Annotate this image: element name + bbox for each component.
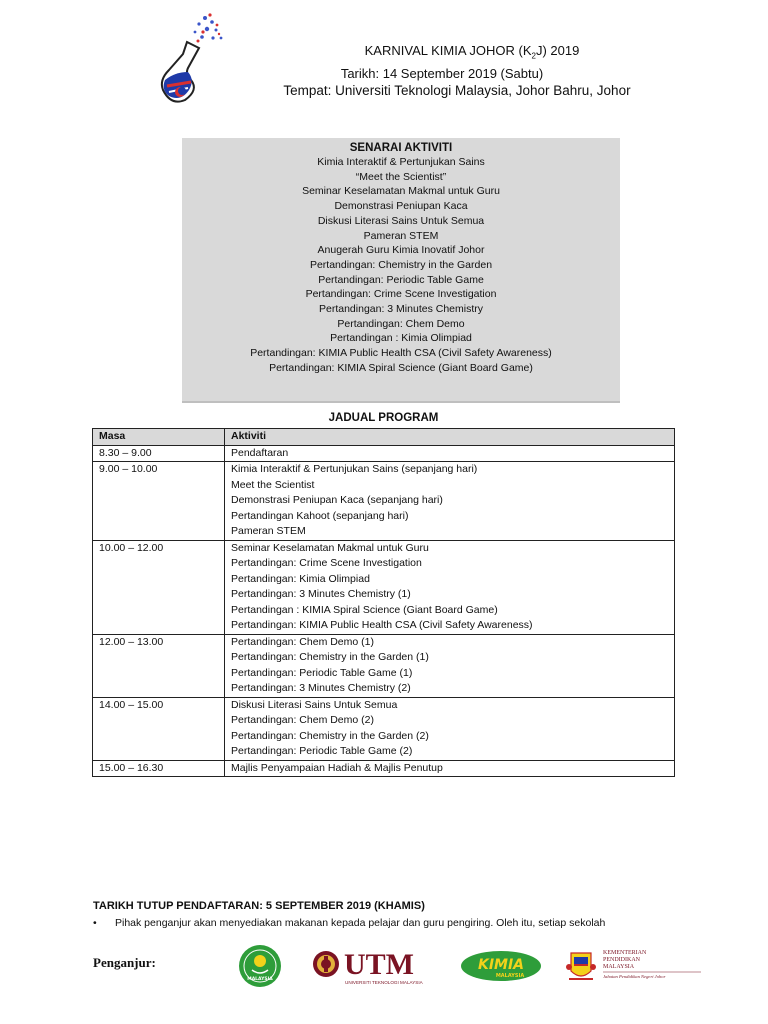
time-cell: 8.30 – 9.00 xyxy=(93,445,225,462)
table-row xyxy=(93,462,675,541)
time-cell: 14.00 – 15.00 xyxy=(93,697,225,760)
activity-cell xyxy=(225,445,675,462)
activity-cell xyxy=(225,760,675,777)
activity-entry: Pertandingan : KIMIA Spiral Science (Giant Board Game) xyxy=(231,603,498,616)
activity-cell xyxy=(225,540,675,634)
table-row xyxy=(93,445,675,462)
activity-entry: Kimia Interaktif & Pertunjukan Sains (sepanjang hari) xyxy=(231,463,478,475)
schedule-header-row xyxy=(93,429,675,446)
time-cell: 9.00 – 10.00 xyxy=(93,462,225,541)
activity-entry: Pertandingan: KIMIA Public Health CSA (Civil Safety Awareness) xyxy=(231,619,533,631)
activity-item: Pertandingan: Chem Demo xyxy=(337,317,465,330)
activity-item: Pertandingan: Chemistry in the Garden xyxy=(309,258,493,271)
column-header-activity: Aktiviti xyxy=(225,429,675,446)
activity-cell xyxy=(225,462,675,541)
activity-list-title: SENARAI AKTIVITI xyxy=(349,142,453,154)
svg-text:UNIVERSITI TEKNOLOGI MALAYSIA: UNIVERSITI TEKNOLOGI MALAYSIA xyxy=(345,980,423,985)
table-row xyxy=(93,540,675,634)
svg-text:UTM: UTM xyxy=(344,948,414,981)
activity-entry: Diskusi Literasi Sains Untuk Semua xyxy=(231,698,398,711)
activity-entry: Pertandingan: Chem Demo (1) xyxy=(231,635,374,648)
bullet-icon: • xyxy=(93,917,97,929)
svg-text:Jabatan Pendidikan Negeri Joho: Jabatan Pendidikan Negeri Johor xyxy=(603,974,666,979)
activity-list xyxy=(182,155,620,376)
activity-entry: Meet the Scientist xyxy=(231,478,315,491)
activity-entry: Pertandingan: Periodic Table Game (1) xyxy=(231,666,413,679)
activity-cell xyxy=(225,697,675,760)
svg-text:KEMENTERIAN: KEMENTERIAN xyxy=(603,950,647,956)
svg-text:MALAYSIA: MALAYSIA xyxy=(603,964,635,970)
svg-text:PENDIDIKAN: PENDIDIKAN xyxy=(603,957,640,963)
event-venue: Tempat: Universiti Teknologi Malaysia, Johor Bahru, Johor xyxy=(283,82,631,98)
organiser-label: Penganjur: xyxy=(93,955,156,970)
table-row xyxy=(93,634,675,697)
activity-item: Pertandingan: KIMIA Public Health CSA (Civil Safety Awareness) xyxy=(250,347,552,360)
activity-item: “Meet the Scientist” xyxy=(355,170,447,183)
activity-entry: Pertandingan: 3 Minutes Chemistry (1) xyxy=(231,588,411,600)
activity-item: Pameran STEM xyxy=(363,229,439,242)
utm-logo xyxy=(311,944,431,990)
activity-item: Pertandingan: KIMIA Spiral Science (Giant Board Game) xyxy=(269,361,533,374)
activity-entry: Pertandingan: Periodic Table Game (2) xyxy=(231,745,413,757)
activity-item: Pertandingan: Periodic Table Game xyxy=(318,273,484,286)
ministry-of-education-logo xyxy=(565,945,705,989)
time-cell: 12.00 – 13.00 xyxy=(93,634,225,697)
activity-item: Pertandingan: Crime Scene Investigation xyxy=(305,288,497,301)
time-cell: 15.00 – 16.30 xyxy=(93,760,225,777)
activity-entry: Pertandingan Kahoot (sepanjang hari) xyxy=(231,509,409,522)
activity-item: Pertandingan : Kimia Olimpiad xyxy=(330,332,472,345)
activity-entry: Pertandingan: Crime Scene Investigation xyxy=(231,557,422,569)
column-header-time: Masa xyxy=(93,429,225,446)
activity-entry: Pertandingan: Kimia Olimpiad xyxy=(231,572,370,585)
kimia-malaysia-logo xyxy=(460,950,542,982)
activity-item: Demonstrasi Peniupan Kaca xyxy=(334,200,468,213)
event-header xyxy=(212,42,732,99)
activity-entry: Demonstrasi Peniupan Kaca (sepanjang hari) xyxy=(231,494,443,506)
activity-item: Anugerah Guru Kimia Inovatif Johor xyxy=(317,244,485,257)
table-row xyxy=(93,697,675,760)
activity-entry: Pendaftaran xyxy=(231,446,289,459)
table-row xyxy=(93,760,675,777)
activity-entry: Majlis Penyampaian Hadiah & Majlis Penutup xyxy=(231,761,443,774)
svg-text:MALAYSIA: MALAYSIA xyxy=(247,977,273,982)
activity-entry: Pertandingan: Chemistry in the Garden (2) xyxy=(231,729,429,742)
svg-text:KIMIA: KIMIA xyxy=(477,957,525,973)
svg-text:MALAYSIA: MALAYSIA xyxy=(495,973,525,979)
note-bullet-item xyxy=(93,917,693,929)
schedule-table xyxy=(92,428,675,777)
note-text: Pihak penganjur akan menyediakan makanan kepada pelajar dan guru pengiring. Oleh itu, setiap sekolah xyxy=(115,917,606,929)
organisation-emblem-logo xyxy=(238,944,282,988)
activity-item: Kimia Interaktif & Pertunjukan Sains xyxy=(317,156,485,168)
registration-closing-date: TARIKH TUTUP PENDAFTARAN: 5 SEPTEMBER 2019 (KHAMIS) xyxy=(93,900,425,912)
activity-entry: Pertandingan: Chem Demo (2) xyxy=(231,714,374,726)
schedule-title: JADUAL PROGRAM xyxy=(328,412,439,424)
time-cell: 10.00 – 12.00 xyxy=(93,540,225,634)
activity-entry: Seminar Keselamatan Makmal untuk Guru xyxy=(231,541,429,554)
activity-item: Pertandingan: 3 Minutes Chemistry xyxy=(319,303,483,316)
activity-item: Diskusi Literasi Sains Untuk Semua xyxy=(317,214,485,227)
event-date: Tarikh: 14 September 2019 (Sabtu) xyxy=(340,65,544,81)
activity-item: Seminar Keselamatan Makmal untuk Guru xyxy=(302,185,500,198)
event-title: KARNIVAL KIMIA JOHOR $(K_2J)$ 2019 xyxy=(364,43,580,61)
activity-list-box xyxy=(182,138,620,403)
activity-entry: Pameran STEM xyxy=(231,525,306,537)
activity-entry: Pertandingan: 3 Minutes Chemistry (2) xyxy=(231,682,411,694)
activity-cell xyxy=(225,634,675,697)
activity-entry: Pertandingan: Chemistry in the Garden (1) xyxy=(231,651,429,663)
